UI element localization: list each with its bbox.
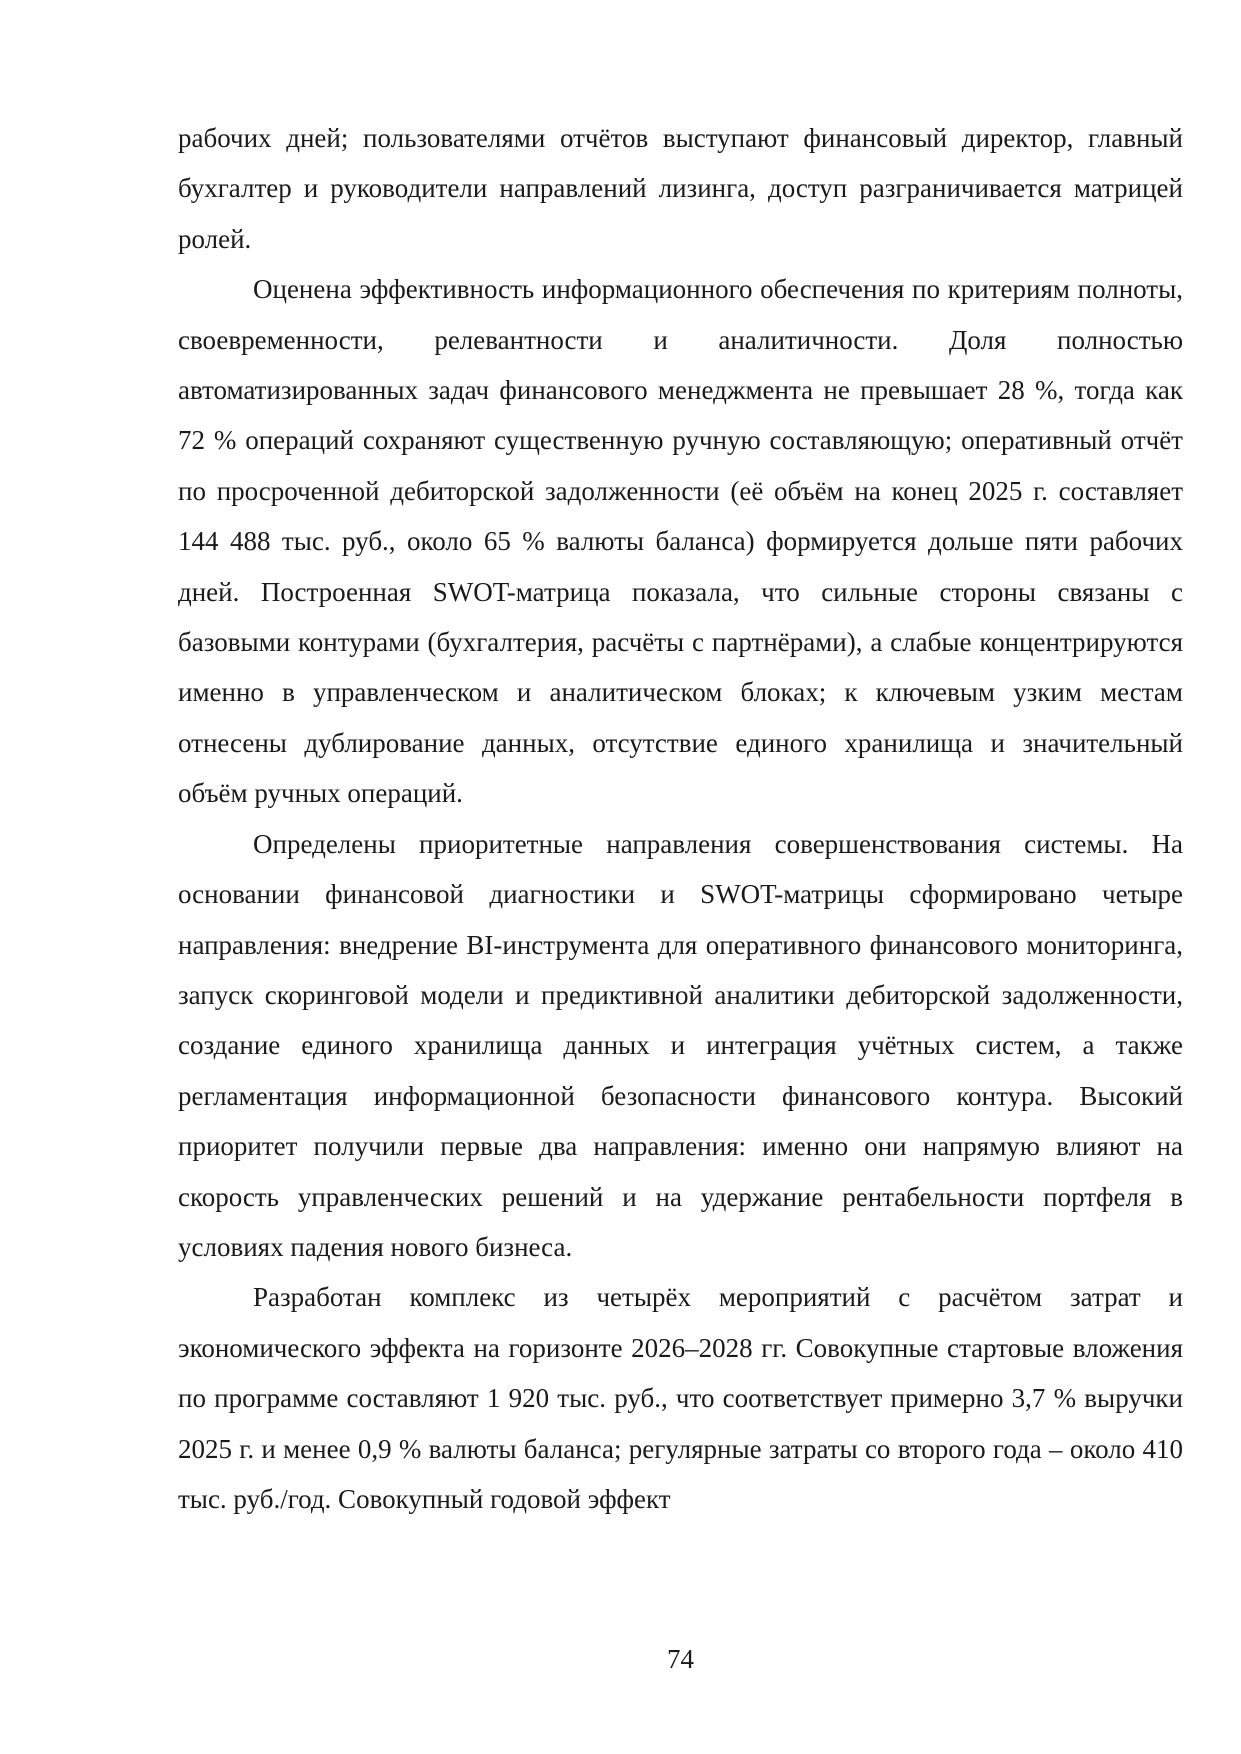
document-body (178, 113, 1183, 1524)
paragraph-priority-directions: Определены приоритетные направления совершенствования системы. На основании финансовой диагностики и SWOT-матрицы сформировано четыре направления: внедрение BI-инструмента для оперативного финансового мониторинга, запуск скоринговой модели и предиктивной аналитики дебиторской задолженности, создание единого хранилища данных и интеграция учётных систем, а также регламентация информационной безопасности финансового контура. Высокий приоритет получили первые два направления: именно они напрямую влияют на скорость управленческих решений и на удержание рентабельности портфеля в условиях падения нового бизнеса. (178, 828, 1183, 1262)
paragraph-measures-complex: Разработан комплекс из четырёх мероприятий с расчётом затрат и экономического эффекта на горизонте 2026–2028 гг. Совокупные стартовые вложения по программе составляют 1 920 тыс. руб., что соответствует примерно 3,7 % выручки 2025 г. и менее 0,9 % валюты баланса; регулярные затраты со второго года – около 410 тыс. руб./год. Совокупный годовой эффект (178, 1282, 1183, 1514)
paragraph-information-efficiency: Оценена эффективность информационного обеспечения по критериям полноты, своевременности, релевантности и аналитичности. Доля полностью автоматизированных задач финансового менеджмента не превышает 28 %, тогда как 72 % операций сохраняют существенную ручную составляющую; оперативный отчёт по просроченной дебиторской задолженности (её объём на конец 2025 г. составляет 144 488 тыс. руб., около 65 % валюты баланса) формируется дольше пяти рабочих дней. Построенная SWOT-матрица показала, что сильные стороны связаны с базовыми контурами (бухгалтерия, расчёты с партнёрами), а слабые концентрируются именно в управленческом и аналитическом блоках; к ключевым узким местам отнесены дублирование данных, отсутствие единого хранилища и значительный объём ручных операций. (178, 274, 1183, 809)
page-number: 74 (667, 1644, 694, 1674)
paragraph-continuation: рабочих дней; пользователями отчётов выступают финансовый директор, главный бухгалтер и руководители направлений лизинга, доступ разграничивается матрицей ролей. (178, 123, 1183, 254)
